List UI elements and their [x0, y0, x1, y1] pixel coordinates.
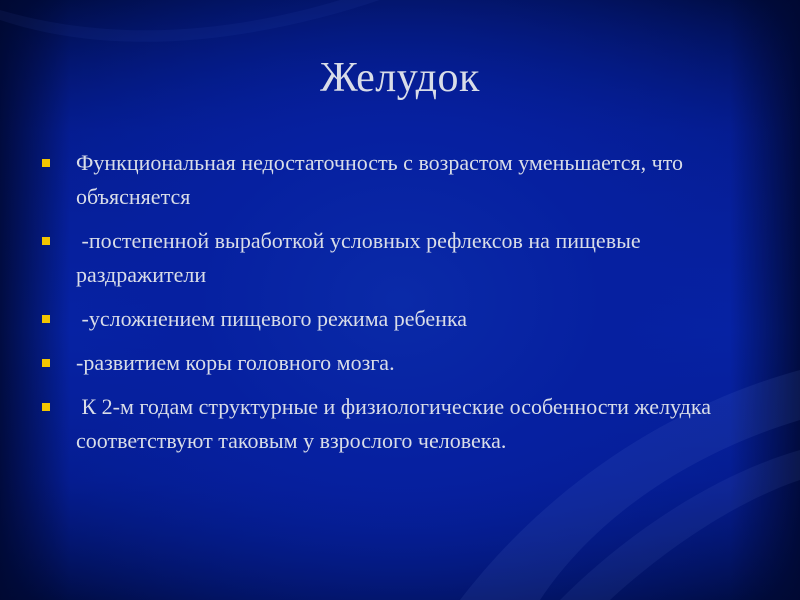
bullet-text: К 2-м годам структурные и физиологические особенности желудка соответствуют таковым у взрослого человека.	[76, 394, 717, 453]
square-bullet-icon	[42, 359, 50, 367]
bullet-item	[40, 302, 740, 336]
bullet-text: -развитием коры головного мозга.	[76, 350, 395, 375]
bullet-item	[40, 390, 740, 458]
bullet-item	[40, 224, 740, 292]
bullet-text: Функциональная недостаточность с возрастом уменьшается, что объясняется	[76, 150, 684, 209]
square-bullet-icon	[42, 403, 50, 411]
square-bullet-icon	[42, 159, 50, 167]
bullet-text: -усложнением пищевого режима ребенка	[76, 306, 468, 331]
bullet-text: -постепенной выработкой условных рефлексов на пищевые раздражители	[76, 228, 647, 287]
slide-title: Желудок	[320, 55, 480, 101]
bullet-list	[40, 146, 740, 468]
bullet-item	[40, 146, 740, 214]
bullet-item	[40, 346, 740, 380]
square-bullet-icon	[42, 315, 50, 323]
square-bullet-icon	[42, 237, 50, 245]
